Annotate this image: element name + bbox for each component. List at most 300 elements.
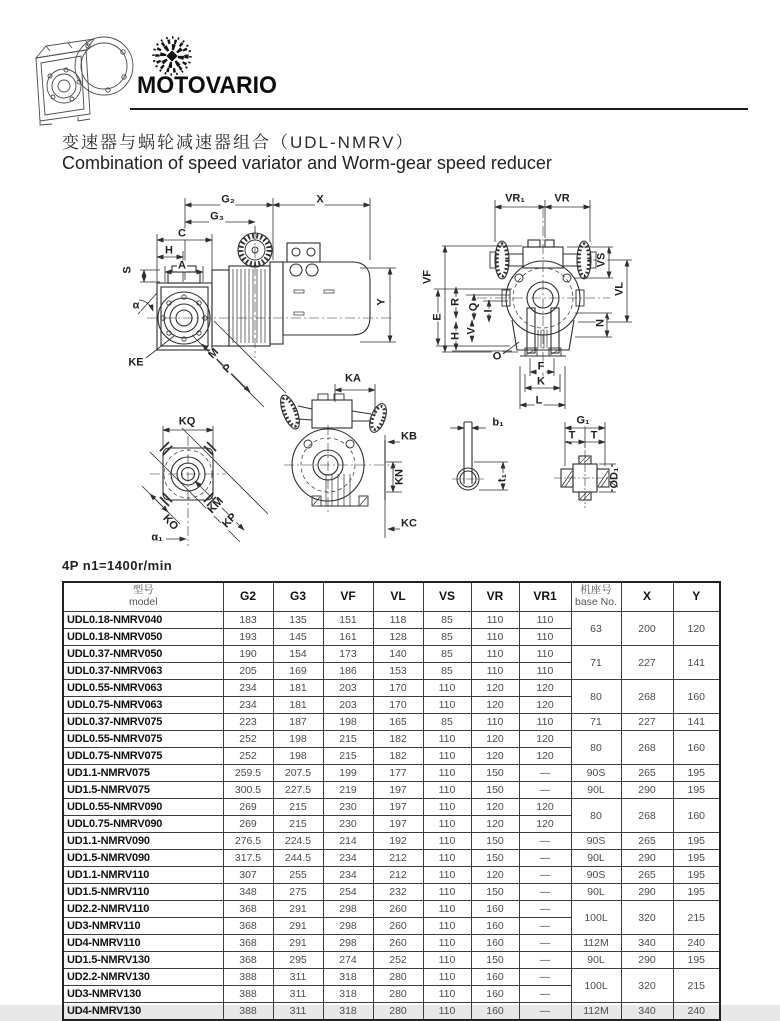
dim-label-kb: KB <box>401 430 417 443</box>
value-cell: 230 <box>323 799 373 816</box>
value-cell: 298 <box>323 901 373 918</box>
output-shaft-drawing <box>554 422 616 508</box>
value-cell: 161 <box>323 629 373 646</box>
model-cell: UDL0.55-NMRV090 <box>63 799 223 816</box>
value-cell: 280 <box>373 986 423 1003</box>
value-cell: 110 <box>423 935 471 952</box>
value-cell: — <box>519 765 571 782</box>
value-cell: 183 <box>223 612 273 629</box>
y-cell: 141 <box>673 714 720 731</box>
value-cell: 252 <box>223 748 273 765</box>
value-cell: 223 <box>223 714 273 731</box>
value-cell: 276.5 <box>223 833 273 850</box>
value-cell: 120 <box>519 731 571 748</box>
value-cell: 232 <box>373 884 423 901</box>
dim-label-p: P <box>220 361 235 376</box>
value-cell: 311 <box>273 969 323 986</box>
value-cell: 120 <box>471 799 519 816</box>
table-row <box>63 714 720 731</box>
value-cell: 120 <box>519 697 571 714</box>
table-row <box>63 782 720 799</box>
value-cell: 388 <box>223 986 273 1003</box>
value-cell: 110 <box>471 612 519 629</box>
base-no-cell: 90L <box>571 952 621 969</box>
value-cell: 150 <box>471 850 519 867</box>
col-header-model-en: model <box>128 596 158 608</box>
header-rule <box>130 108 748 110</box>
value-cell: 110 <box>519 663 571 680</box>
table-row <box>63 1003 720 1021</box>
model-cell: UD1.1-NMRV110 <box>63 867 223 884</box>
value-cell: 110 <box>471 714 519 731</box>
value-cell: 110 <box>423 680 471 697</box>
value-cell: 140 <box>373 646 423 663</box>
col-header-x: X <box>621 582 673 612</box>
x-cell: 290 <box>621 884 673 901</box>
spec-table-body <box>63 612 720 1021</box>
base-no-cell: 100L <box>571 901 621 935</box>
value-cell: 110 <box>423 867 471 884</box>
value-cell: 160 <box>471 986 519 1003</box>
value-cell: 280 <box>373 969 423 986</box>
value-cell: 169 <box>273 663 323 680</box>
value-cell: 298 <box>323 935 373 952</box>
value-cell: 85 <box>423 612 471 629</box>
base-no-cell: 90L <box>571 850 621 867</box>
value-cell: 110 <box>423 782 471 799</box>
value-cell: 186 <box>323 663 373 680</box>
value-cell: 295 <box>273 952 323 969</box>
dim-label-b1: b₁ <box>492 416 504 429</box>
value-cell: 219 <box>323 782 373 799</box>
value-cell: 348 <box>223 884 273 901</box>
value-cell: 207.5 <box>273 765 323 782</box>
dim-label-e: E <box>431 313 444 321</box>
value-cell: 120 <box>471 816 519 833</box>
base-no-cell: 100L <box>571 969 621 1003</box>
base-no-cell: 71 <box>571 714 621 731</box>
value-cell: 269 <box>223 799 273 816</box>
x-cell: 265 <box>621 867 673 884</box>
model-cell: UD4-NMRV130 <box>63 1003 223 1021</box>
value-cell: 260 <box>373 935 423 952</box>
model-cell: UDL0.18-NMRV050 <box>63 629 223 646</box>
value-cell: 307 <box>223 867 273 884</box>
value-cell: 85 <box>423 663 471 680</box>
value-cell: 311 <box>273 1003 323 1021</box>
value-cell: 85 <box>423 629 471 646</box>
value-cell: 227.5 <box>273 782 323 799</box>
value-cell: 150 <box>471 884 519 901</box>
value-cell: 182 <box>373 731 423 748</box>
value-cell: 110 <box>519 646 571 663</box>
value-cell: 269 <box>223 816 273 833</box>
value-cell: 275 <box>273 884 323 901</box>
value-cell: 311 <box>273 986 323 1003</box>
value-cell: 244.5 <box>273 850 323 867</box>
value-cell: 234 <box>323 867 373 884</box>
table-row <box>63 901 720 918</box>
y-cell: 240 <box>673 1003 720 1021</box>
value-cell: 260 <box>373 901 423 918</box>
rear-view-drawing <box>277 384 406 538</box>
value-cell: 318 <box>323 986 373 1003</box>
value-cell: 120 <box>519 748 571 765</box>
model-cell: UDL0.75-NMRV090 <box>63 816 223 833</box>
dim-label-ke: KE <box>128 356 144 369</box>
gearbox-drawing-icon <box>28 22 138 127</box>
dim-label-vr: VR <box>554 192 570 205</box>
value-cell: 181 <box>273 697 323 714</box>
model-cell: UD2.2-NMRV130 <box>63 969 223 986</box>
model-cell: UDL0.55-NMRV075 <box>63 731 223 748</box>
flange-view-drawing <box>142 426 268 546</box>
dim-label-alpha1: α₁ <box>151 531 163 544</box>
x-cell: 268 <box>621 731 673 765</box>
value-cell: 110 <box>423 918 471 935</box>
y-cell: 141 <box>673 646 720 680</box>
value-cell: 151 <box>323 612 373 629</box>
value-cell: 110 <box>519 612 571 629</box>
value-cell: 85 <box>423 646 471 663</box>
model-cell: UD1.5-NMRV130 <box>63 952 223 969</box>
value-cell: 110 <box>423 731 471 748</box>
value-cell: 135 <box>273 612 323 629</box>
table-row <box>63 884 720 901</box>
model-cell: UD1.5-NMRV090 <box>63 850 223 867</box>
value-cell: 317.5 <box>223 850 273 867</box>
value-cell: — <box>519 833 571 850</box>
col-header-vl: VL <box>373 582 423 612</box>
dim-label-g1: G₁ <box>576 414 590 427</box>
y-cell: 195 <box>673 867 720 884</box>
y-cell: 120 <box>673 612 720 646</box>
value-cell: 120 <box>519 816 571 833</box>
page-title-en: Combination of speed variator and Worm-gear speed reducer <box>62 153 552 173</box>
model-cell: UD1.5-NMRV075 <box>63 782 223 799</box>
y-cell: 195 <box>673 765 720 782</box>
value-cell: 252 <box>373 952 423 969</box>
value-cell: 160 <box>471 1003 519 1021</box>
y-cell: 160 <box>673 731 720 765</box>
value-cell: 120 <box>519 680 571 697</box>
value-cell: 110 <box>423 850 471 867</box>
value-cell: 224.5 <box>273 833 323 850</box>
value-cell: 110 <box>423 969 471 986</box>
y-cell: 195 <box>673 782 720 799</box>
x-cell: 227 <box>621 714 673 731</box>
value-cell: 280 <box>373 1003 423 1021</box>
value-cell: 203 <box>323 680 373 697</box>
value-cell: 110 <box>471 663 519 680</box>
value-cell: 120 <box>471 731 519 748</box>
value-cell: 110 <box>423 901 471 918</box>
value-cell: 388 <box>223 1003 273 1021</box>
x-cell: 340 <box>621 1003 673 1021</box>
table-row <box>63 952 720 969</box>
value-cell: 120 <box>471 867 519 884</box>
dim-label-q: Q <box>467 302 480 312</box>
base-no-cell: 90S <box>571 833 621 850</box>
value-cell: 110 <box>423 833 471 850</box>
value-cell: 197 <box>373 816 423 833</box>
col-header-vs: VS <box>423 582 471 612</box>
value-cell: 110 <box>423 697 471 714</box>
value-cell: 198 <box>323 714 373 731</box>
value-cell: 230 <box>323 816 373 833</box>
col-header-g2: G2 <box>223 582 273 612</box>
col-header-model-zh: 型号 <box>132 584 154 597</box>
brand-wordmark: MOTOVARIO <box>137 72 277 99</box>
table-header-row <box>63 582 720 612</box>
value-cell: — <box>519 1003 571 1021</box>
y-cell: 215 <box>673 901 720 935</box>
value-cell: 368 <box>223 935 273 952</box>
value-cell: 170 <box>373 697 423 714</box>
table-row <box>63 646 720 663</box>
dim-label-ka: KA <box>345 372 361 385</box>
dim-label-g2: G₂ <box>221 193 235 206</box>
value-cell: 215 <box>273 799 323 816</box>
value-cell: 187 <box>273 714 323 731</box>
dim-label-vl: VL <box>613 281 626 297</box>
x-cell: 290 <box>621 850 673 867</box>
model-cell: UD1.5-NMRV110 <box>63 884 223 901</box>
dim-label-c: C <box>178 227 186 240</box>
value-cell: 150 <box>471 782 519 799</box>
dim-label-v: V <box>465 327 478 335</box>
value-cell: 197 <box>373 782 423 799</box>
col-header-vr: VR <box>471 582 519 612</box>
value-cell: — <box>519 986 571 1003</box>
value-cell: — <box>519 935 571 952</box>
dim-label-n: N <box>594 319 607 327</box>
dim-label-g3: G₃ <box>210 210 224 223</box>
value-cell: 170 <box>373 680 423 697</box>
value-cell: — <box>519 969 571 986</box>
value-cell: 150 <box>471 833 519 850</box>
value-cell: 110 <box>519 714 571 731</box>
base-no-cell: 80 <box>571 799 621 833</box>
base-no-cell: 112M <box>571 1003 621 1021</box>
model-cell: UD2.2-NMRV110 <box>63 901 223 918</box>
value-cell: 291 <box>273 918 323 935</box>
dim-label-t1: t₁ <box>496 473 509 483</box>
value-cell: 153 <box>373 663 423 680</box>
value-cell: 110 <box>423 765 471 782</box>
value-cell: 197 <box>373 799 423 816</box>
value-cell: 160 <box>471 901 519 918</box>
value-cell: 198 <box>273 731 323 748</box>
base-no-cell: 90S <box>571 765 621 782</box>
value-cell: 203 <box>323 697 373 714</box>
dim-label-kq: KQ <box>178 415 196 428</box>
value-cell: 110 <box>423 748 471 765</box>
base-no-cell: 71 <box>571 646 621 680</box>
x-cell: 320 <box>621 969 673 1003</box>
dim-label-l: L <box>535 394 543 407</box>
value-cell: 120 <box>519 799 571 816</box>
value-cell: 110 <box>423 1003 471 1021</box>
y-cell: 195 <box>673 850 720 867</box>
value-cell: 118 <box>373 612 423 629</box>
value-cell: 192 <box>373 833 423 850</box>
base-no-cell: 112M <box>571 935 621 952</box>
y-cell: 240 <box>673 935 720 952</box>
value-cell: 234 <box>223 680 273 697</box>
value-cell: 120 <box>471 748 519 765</box>
value-cell: — <box>519 884 571 901</box>
value-cell: 181 <box>273 680 323 697</box>
value-cell: 160 <box>471 969 519 986</box>
dim-label-x: X <box>316 193 324 206</box>
value-cell: 291 <box>273 901 323 918</box>
value-cell: 190 <box>223 646 273 663</box>
dim-label-alpha: α <box>132 299 140 312</box>
value-cell: 234 <box>323 850 373 867</box>
value-cell: 300.5 <box>223 782 273 799</box>
value-cell: — <box>519 782 571 799</box>
value-cell: 259.5 <box>223 765 273 782</box>
value-cell: 260 <box>373 918 423 935</box>
value-cell: 193 <box>223 629 273 646</box>
model-cell: UD4-NMRV110 <box>63 935 223 952</box>
model-cell: UDL0.37-NMRV063 <box>63 663 223 680</box>
dim-label-r: R <box>449 298 462 306</box>
col-header-base-en: base No. <box>574 596 618 608</box>
y-cell: 195 <box>673 952 720 969</box>
value-cell: 110 <box>471 646 519 663</box>
value-cell: 154 <box>273 646 323 663</box>
value-cell: 205 <box>223 663 273 680</box>
dim-label-i: I <box>482 309 495 313</box>
value-cell: 214 <box>323 833 373 850</box>
model-cell: UDL0.18-NMRV040 <box>63 612 223 629</box>
value-cell: 120 <box>471 697 519 714</box>
x-cell: 227 <box>621 646 673 680</box>
value-cell: 212 <box>373 850 423 867</box>
value-cell: 110 <box>471 629 519 646</box>
value-cell: 318 <box>323 1003 373 1021</box>
value-cell: 254 <box>323 884 373 901</box>
dim-label-vf: VF <box>421 269 434 285</box>
x-cell: 290 <box>621 952 673 969</box>
value-cell: 368 <box>223 952 273 969</box>
value-cell: — <box>519 850 571 867</box>
y-cell: 160 <box>673 680 720 714</box>
value-cell: 274 <box>323 952 373 969</box>
value-cell: 255 <box>273 867 323 884</box>
value-cell: 160 <box>471 935 519 952</box>
value-cell: 368 <box>223 918 273 935</box>
base-no-cell: 90S <box>571 867 621 884</box>
value-cell: 110 <box>423 952 471 969</box>
value-cell: 252 <box>223 731 273 748</box>
value-cell: — <box>519 901 571 918</box>
dim-label-ko: KO <box>160 512 181 533</box>
table-row <box>63 765 720 782</box>
model-cell: UD1.1-NMRV090 <box>63 833 223 850</box>
value-cell: 368 <box>223 901 273 918</box>
dim-label-d1: ØD₁ <box>608 467 621 489</box>
model-cell: UDL0.75-NMRV075 <box>63 748 223 765</box>
dim-label-vr1: VR₁ <box>505 192 525 205</box>
dim-label-a: A <box>178 259 186 272</box>
value-cell: 110 <box>423 986 471 1003</box>
value-cell: 110 <box>423 816 471 833</box>
dim-label-km: KM <box>205 495 226 516</box>
col-header-model <box>63 582 223 612</box>
value-cell: 120 <box>471 680 519 697</box>
dim-label-o: O <box>492 350 502 363</box>
dim-label-s: S <box>121 266 134 274</box>
dim-label-y: Y <box>375 298 388 306</box>
y-cell: 160 <box>673 799 720 833</box>
col-header-vf: VF <box>323 582 373 612</box>
model-cell: UDL0.75-NMRV063 <box>63 697 223 714</box>
table-row <box>63 612 720 629</box>
value-cell: 160 <box>471 918 519 935</box>
model-cell: UD1.1-NMRV075 <box>63 765 223 782</box>
dim-label-t-right: T <box>590 429 598 442</box>
value-cell: 85 <box>423 714 471 731</box>
col-header-vr1: VR1 <box>519 582 571 612</box>
x-cell: 290 <box>621 782 673 799</box>
dim-label-kn: KN <box>393 469 406 485</box>
spec-table <box>62 581 721 1021</box>
dim-label-t-left: T <box>568 429 576 442</box>
table-row <box>63 799 720 816</box>
value-cell: 291 <box>273 935 323 952</box>
dim-label-kc: KC <box>401 517 417 530</box>
front-view-drawing <box>431 200 632 409</box>
table-row <box>63 935 720 952</box>
col-header-base <box>571 582 621 612</box>
base-no-cell: 80 <box>571 680 621 714</box>
x-cell: 320 <box>621 901 673 935</box>
dim-label-kp: KP <box>220 510 240 531</box>
value-cell: 318 <box>323 969 373 986</box>
value-cell: 150 <box>471 952 519 969</box>
spec-note: 4P n1=1400r/min <box>62 558 173 573</box>
table-row <box>63 969 720 986</box>
value-cell: 298 <box>323 918 373 935</box>
value-cell: — <box>519 952 571 969</box>
dim-label-f: F <box>537 360 545 373</box>
col-header-y: Y <box>673 582 720 612</box>
value-cell: 110 <box>423 884 471 901</box>
value-cell: 215 <box>273 816 323 833</box>
base-no-cell: 90L <box>571 782 621 799</box>
value-cell: 128 <box>373 629 423 646</box>
value-cell: 198 <box>273 748 323 765</box>
value-cell: 212 <box>373 867 423 884</box>
x-cell: 268 <box>621 680 673 714</box>
table-row <box>63 833 720 850</box>
value-cell: 110 <box>519 629 571 646</box>
x-cell: 265 <box>621 765 673 782</box>
value-cell: 173 <box>323 646 373 663</box>
y-cell: 215 <box>673 969 720 1003</box>
x-cell: 268 <box>621 799 673 833</box>
dim-label-h: H <box>165 244 173 257</box>
x-cell: 200 <box>621 612 673 646</box>
value-cell: 182 <box>373 748 423 765</box>
dim-label-m: M <box>206 346 222 362</box>
table-row <box>63 731 720 748</box>
table-row <box>63 850 720 867</box>
dim-label-k: K <box>537 375 545 388</box>
